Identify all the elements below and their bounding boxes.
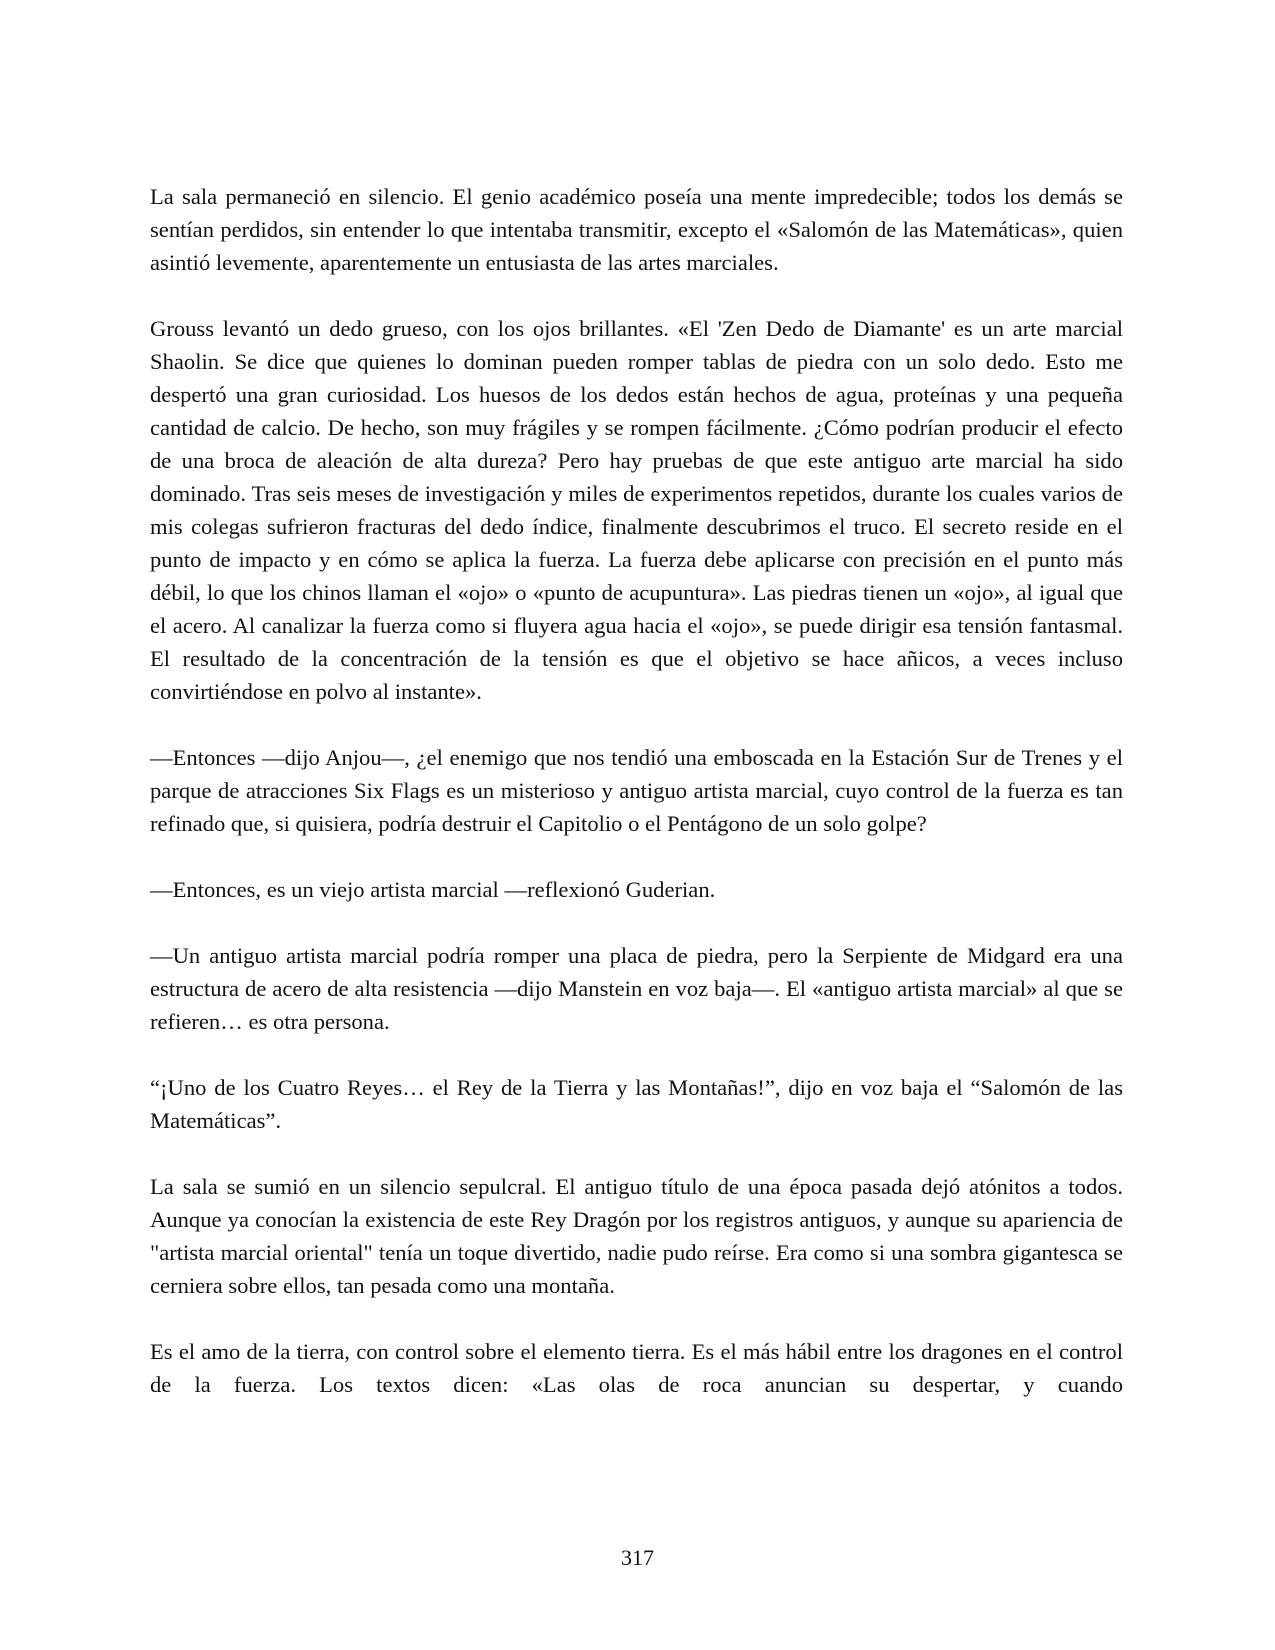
paragraph-3: —Entonces —dijo Anjou—, ¿el enemigo que nos tendió una emboscada en la Estación Sur de Trenes y el parque de atracciones Six Flags es un misterioso y antiguo artista marcial, cuyo control de la fuerza es tan refinado que, si quisiera, podría destruir el Capitolio o el Pentágono de un solo golpe? — [150, 745, 1123, 836]
paragraph-7: La sala se sumió en un silencio sepulcral. El antiguo título de una época pasada dejó atónitos a todos. Aunque ya conocían la existencia de este Rey Dragón por los registros antiguos, y aunque su apariencia de "artista marcial oriental" tenía un toque divertido, nadie pudo reírse. Era como si una sombra gigantesca se cerniera sobre ellos, tan pesada como una montaña. — [150, 1174, 1123, 1298]
paragraph-2: Grouss levantó un dedo grueso, con los ojos brillantes. «El 'Zen Dedo de Diamante' es un arte marcial Shaolin. Se dice que quienes lo dominan pueden romper tablas de piedra con un solo dedo. Esto me despertó una gran curiosidad. Los huesos de los dedos están hechos de agua, proteínas y una pequeña cantidad de calcio. De hecho, son muy frágiles y se rompen fácilmente. ¿Cómo podrían producir el efecto de una broca de aleación de alta dureza? Pero hay pruebas de que este antiguo arte marcial ha sido dominado. Tras seis meses de investigación y miles de experimentos repetidos, durante los cuales varios de mis colegas sufrieron fracturas del dedo índice, finalmente descubrimos el truco. El secreto reside en el punto de impacto y en cómo se aplica la fuerza. La fuerza debe aplicarse con precisión en el punto más débil, lo que los chinos llaman el «ojo» o «punto de acupuntura». Las piedras tienen un «ojo», al igual que el acero. Al canalizar la fuerza como si fluyera agua hacia el «ojo», se puede dirigir esa tensión fantasmal. El resultado de la concentración de la tensión es que el objetivo se hace añicos, a veces incluso convirtiéndose en polvo al instante». — [150, 316, 1123, 704]
body-text — [150, 180, 1123, 1401]
paragraph-8: Es el amo de la tierra, con control sobre el elemento tierra. Es el más hábil entre los dragones en el control de la fuerza. Los textos dicen: «Las olas de roca anuncian su despertar, y cuando — [150, 1339, 1123, 1397]
paragraph-1: La sala permaneció en silencio. El genio académico poseía una mente impredecible; todos los demás se sentían perdidos, sin entender lo que intentaba transmitir, excepto el «Salomón de las Matemáticas», quien asintió levemente, aparentemente un entusiasta de las artes marciales. — [150, 184, 1123, 275]
paragraph-5: —Un antiguo artista marcial podría romper una placa de piedra, pero la Serpiente de Midgard era una estructura de acero de alta resistencia —dijo Manstein en voz baja—. El «antiguo artista marcial» al que se refieren… es otra persona. — [150, 943, 1123, 1034]
paragraph-4: —Entonces, es un viejo artista marcial —reflexionó Guderian. — [150, 877, 716, 902]
page-number: 317 — [621, 1545, 654, 1570]
paragraph-6: “¡Uno de los Cuatro Reyes… el Rey de la Tierra y las Montañas!”, dijo en voz baja el “Salomón de las Matemáticas”. — [150, 1075, 1123, 1133]
